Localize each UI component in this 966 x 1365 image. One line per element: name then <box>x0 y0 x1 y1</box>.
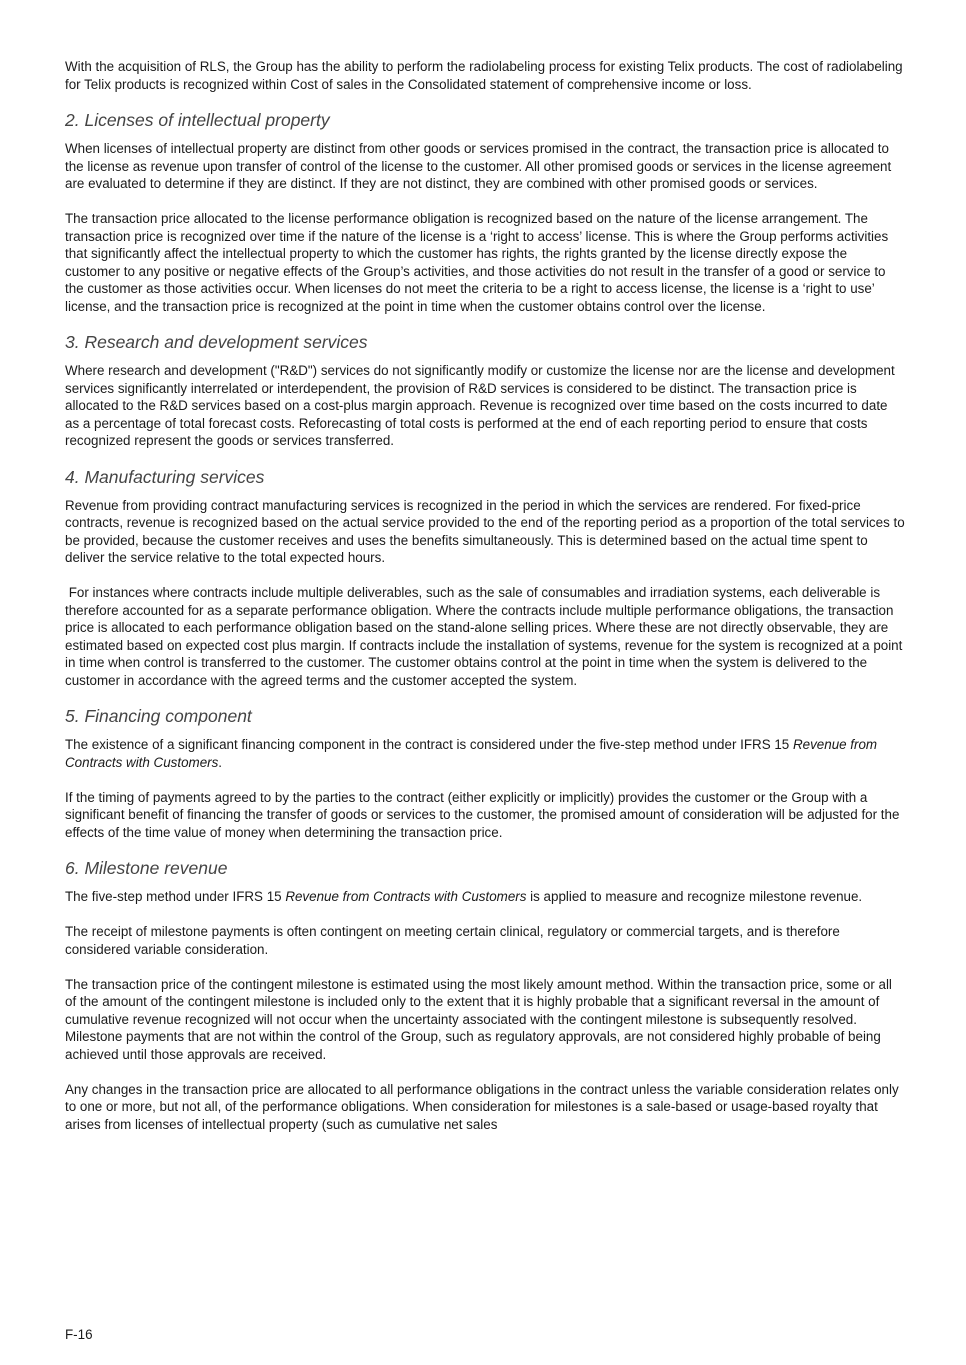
paragraph: Revenue from providing contract manufacturing services is recognized in the period in which the services are rendered. For fixed-price contracts, revenue is recognized based on the actual service provided to the end of the reporting period as a proportion of the total services to be provided, because the customer receives and uses the benefits simultaneously. This is determined based on the actual time spent to deliver the service relative to the total expected hours. <box>65 497 905 565</box>
section-heading: 6. Milestone revenue <box>65 858 228 878</box>
section-financing <box>65 706 905 841</box>
section-milestone <box>65 858 905 1133</box>
text-run: . <box>218 754 223 770</box>
section-heading: 5. Financing component <box>65 706 252 726</box>
paragraph: The transaction price of the contingent milestone is estimated using the most likely amount method. Within the transaction price, some or all of the amount of the contingent milestone is included only to the extent that it is highly probable that a significant reversal in the amount of cumulative revenue recognized will not occur when the uncertainty associated with the contingent milestone is subsequently resolved. Milestone payments that are not within the control of the Group, such as regulatory approvals, are not considered highly probable of being achieved until those approvals are received. <box>65 976 892 1062</box>
standard-title: Revenue from Contracts with Customers <box>65 737 878 770</box>
paragraph: For instances where contracts include multiple deliverables, such as the sale of consumables and irradiation systems, each deliverable is therefore accounted for as a separate performance obligation. Where the contracts include multiple performance obligations, the transaction price is allocated to each performance obligation based on the stand-alone selling prices. Where these are not directly observable, they are estimated based on expected cost plus margin. If contracts include the installation of systems, revenue for the system is recognized at a point in time when control is transferred to the customer. The customer obtains control at the point in time when the system is delivered to the customer in accordance with the agreed terms and the customer accepted the system. <box>65 585 907 688</box>
page-number: F-16 <box>65 1327 93 1342</box>
document-page <box>65 58 905 1133</box>
paragraph: The receipt of milestone payments is often contingent on meeting certain clinical, regulatory or commercial targets, and is therefore considered variable consideration. <box>65 924 840 957</box>
paragraph: The transaction price allocated to the license performance obligation is recognized based on the nature of the license arrangement. The transaction price is recognized over time if the nature of the license is a ‘right to access’ license. This is where the Group performs activities that significantly affect the intellectual property to which the customer has rights, the rights granted by the license directly expose the customer to any positive or negative effects of the Group’s activities, and those activities do not result in the transfer of a good or service to the customer as those activities occur. When licenses do not meet the criteria to be a right to access license, the license is a ‘right to use’ license, and the transaction price is recognized at the point in time when the customer obtains control over the license. <box>65 211 889 314</box>
paragraph: Any changes in the transaction price are allocated to all performance obligations in the contract unless the variable consideration relates only to one or more, but not all, of the performance obligations. When consideration for milestones is a sale-based or usage-based royalty that arises from licenses of intellectual property (such as cumulative net sales <box>65 1081 899 1132</box>
section-licenses <box>65 110 905 315</box>
paragraph <box>65 888 905 906</box>
standard-title: Revenue from Contracts with Customers <box>285 889 527 904</box>
section-manufacturing <box>65 467 905 690</box>
paragraph: If the timing of payments agreed to by the parties to the contract (either explicitly or implicitly) provides the customer or the Group with a significant benefit of financing the transfer of goods or services to the customer, the promised amount of consideration will be adjusted for the effects of the time value of money when determining the transaction price. <box>65 789 900 840</box>
section-heading: 2. Licenses of intellectual property <box>65 110 330 130</box>
intro-paragraph: With the acquisition of RLS, the Group has the ability to perform the radiolabeling process for existing Telix products. The cost of radiolabeling for Telix products is recognized within Cost of sales in the Consolidated statement of comprehensive income or loss. <box>65 59 903 92</box>
text-run: is applied to measure and recognize milestone revenue. <box>526 889 863 904</box>
paragraph: Where research and development ("R&D") services do not significantly modify or customize the license nor are the license and development services significantly interrelated or interdependent, the provision of R&D services is considered to be distinct. The transaction price is allocated to the R&D services based on a cost-plus margin approach. Revenue is recognized over time based on the costs incurred to date as a percentage of total forecast costs. Reforecasting of total costs is performed at the end of each reporting period to ensure that costs recognized represent the goods or services transferred. <box>65 363 895 448</box>
paragraph: When licenses of intellectual property are distinct from other goods or services promised in the contract, the transaction price is allocated to the license as revenue upon transfer of control of the license to the customer. All other promised goods or services in the license agreement are evaluated to determine if they are distinct. If they are not distinct, they are combined with other promised goods or services. <box>65 141 892 191</box>
paragraph <box>65 736 905 771</box>
section-heading: 3. Research and development services <box>65 332 368 352</box>
text-run: The existence of a significant financing component in the contract is considered under the five-step method under IFRS 15 <box>65 737 793 752</box>
section-research-development <box>65 332 905 450</box>
text-run: The five-step method under IFRS 15 <box>65 889 286 904</box>
section-heading: 4. Manufacturing services <box>65 466 265 487</box>
